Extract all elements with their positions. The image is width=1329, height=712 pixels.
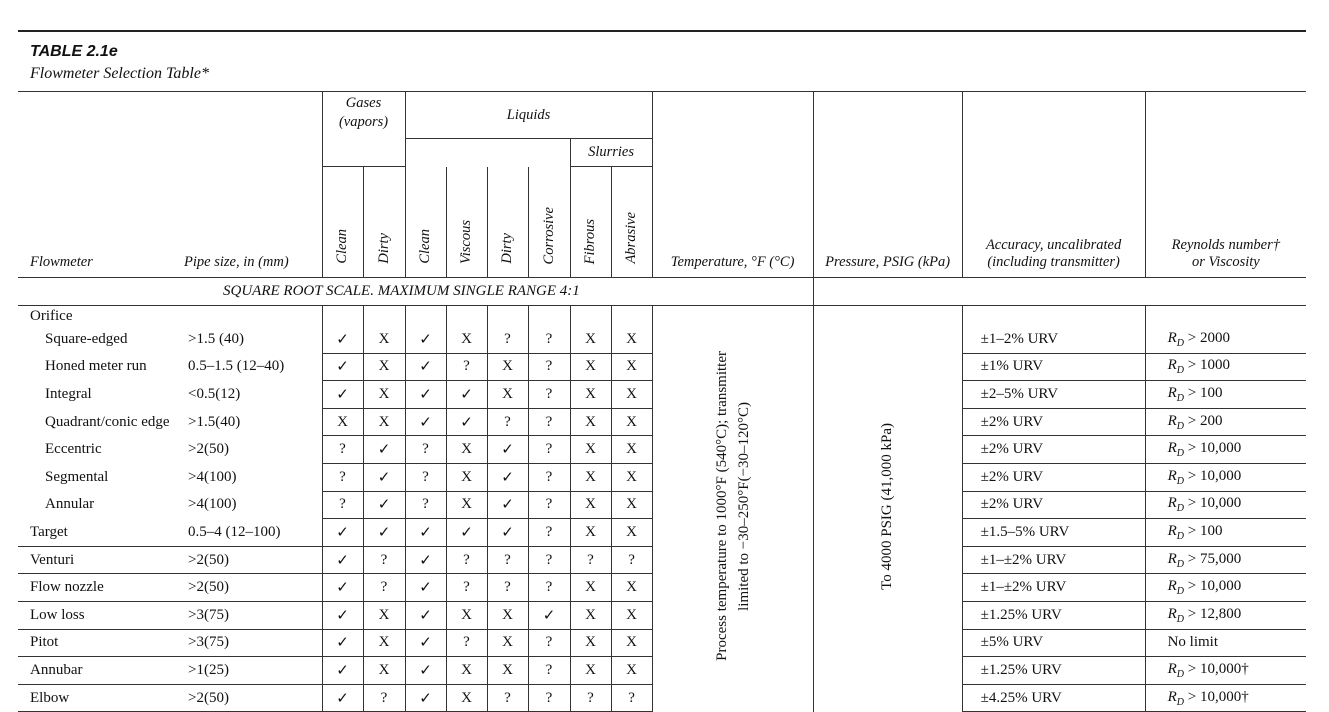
suitability-mark: ✓ xyxy=(322,326,363,353)
flowmeter-name: Honed meter run xyxy=(45,358,147,375)
reynolds-value: $R_D > 10,000$ xyxy=(1145,574,1306,602)
reynolds-value: $R_D$ > 10,000† xyxy=(1145,657,1306,685)
reynolds-value: $R_D > 1000$ xyxy=(1145,353,1306,381)
suitability-mark: X xyxy=(487,657,528,685)
suitability-mark: X xyxy=(446,436,487,464)
accuracy-line2: (including transmitter) xyxy=(987,254,1120,270)
suitability-mark: ✓ xyxy=(528,601,570,629)
suitability-mark: X xyxy=(611,408,652,436)
suitability-mark: X xyxy=(363,381,405,409)
suitability-mark: X xyxy=(363,353,405,381)
col-header-gas-clean: Clean xyxy=(322,167,363,278)
accuracy-line1: Accuracy, uncalibrated xyxy=(985,237,1122,253)
reynolds-value: $R_D > 10,000$ xyxy=(1145,436,1306,464)
suitability-mark: X xyxy=(570,601,611,629)
group-label-orifice: Orifice xyxy=(30,307,73,324)
pipe-size: >3(75) xyxy=(184,629,322,657)
suitability-mark: X xyxy=(611,436,652,464)
suitability-mark: ? xyxy=(528,629,570,657)
suitability-mark: ? xyxy=(570,546,611,574)
suitability-mark: ✓ xyxy=(446,519,487,547)
reynolds-value: $R_D > 75,000$ xyxy=(1145,546,1306,574)
reynolds-value: $R_D > 12,800$ xyxy=(1145,601,1306,629)
suitability-mark: ? xyxy=(446,574,487,602)
temperature-note-line1: Process temperature to 1000°F (540°C); transmitter xyxy=(713,351,730,662)
suitability-mark: ✓ xyxy=(405,574,446,602)
pipe-size: >2(50) xyxy=(184,574,322,602)
accuracy-value: ±1.25% URV xyxy=(962,657,1145,685)
suitability-mark: ? xyxy=(487,408,528,436)
flowmeter-name: Pitot xyxy=(18,629,184,657)
suitability-mark: X xyxy=(446,463,487,491)
col-header-liq-dirty: Dirty xyxy=(487,167,528,278)
suitability-mark: ✓ xyxy=(405,381,446,409)
suitability-mark: ✓ xyxy=(363,491,405,519)
pipe-size: 0.5–4 (12–100) xyxy=(184,519,322,547)
suitability-mark: X xyxy=(611,519,652,547)
suitability-mark: ? xyxy=(611,684,652,712)
accuracy-value: ±1.25% URV xyxy=(962,601,1145,629)
pipe-size: 0.5–1.5 (12–40) xyxy=(188,358,285,375)
suitability-mark: X xyxy=(611,353,652,381)
flowmeter-name: Annubar xyxy=(18,657,184,685)
suitability-mark: ? xyxy=(528,408,570,436)
suitability-mark: ? xyxy=(528,684,570,712)
suitability-mark: X xyxy=(363,326,405,353)
accuracy-value: ±1.5–5% URV xyxy=(962,519,1145,547)
suitability-mark: X xyxy=(611,326,652,353)
suitability-mark: ✓ xyxy=(446,408,487,436)
suitability-mark: ? xyxy=(570,684,611,712)
flowmeter-name: Target xyxy=(18,519,184,547)
suitability-mark: ✓ xyxy=(322,546,363,574)
gases-line2: (vapors) xyxy=(338,114,389,130)
pipe-size: >2(50) xyxy=(188,441,229,458)
pipe-size: >4(100) xyxy=(188,496,237,513)
suitability-mark: ? xyxy=(528,436,570,464)
suitability-mark: X xyxy=(570,574,611,602)
suitability-mark: ✓ xyxy=(322,353,363,381)
reynolds-value: $R_D > 200$ xyxy=(1145,408,1306,436)
suitability-mark: ✓ xyxy=(363,436,405,464)
suitability-mark: ? xyxy=(528,519,570,547)
group-header-gases xyxy=(322,92,405,167)
reynolds-value: $R_D$ > 10,000† xyxy=(1145,684,1306,712)
suitability-mark: X xyxy=(446,491,487,519)
pipe-size: <0.5(12) xyxy=(188,385,241,402)
suitability-mark: ? xyxy=(405,491,446,519)
accuracy-value: ±1% URV xyxy=(962,353,1145,381)
suitability-mark: ? xyxy=(446,353,487,381)
suitability-mark: ✓ xyxy=(487,491,528,519)
suitability-mark: ✓ xyxy=(363,463,405,491)
suitability-mark: X xyxy=(611,574,652,602)
accuracy-value: ±2% URV xyxy=(962,436,1145,464)
suitability-mark: ? xyxy=(528,326,570,353)
group-header-liquids: Liquids xyxy=(405,92,652,139)
suitability-mark: X xyxy=(611,657,652,685)
col-header-sl-fibrous: Fibrous xyxy=(570,167,611,278)
suitability-mark: ? xyxy=(487,546,528,574)
suitability-mark: X xyxy=(487,353,528,381)
pipe-size: >3(75) xyxy=(184,601,322,629)
suitability-mark: ✓ xyxy=(322,684,363,712)
suitability-mark: ? xyxy=(405,463,446,491)
suitability-mark: ? xyxy=(611,546,652,574)
reynolds-value: No limit xyxy=(1145,629,1306,657)
col-header-pipe-size: Pipe size, in (mm) xyxy=(184,92,322,278)
accuracy-value: ±2% URV xyxy=(962,491,1145,519)
suitability-mark: X xyxy=(363,601,405,629)
suitability-mark: X xyxy=(446,326,487,353)
suitability-mark: X xyxy=(570,519,611,547)
suitability-mark: ✓ xyxy=(405,353,446,381)
temperature-note xyxy=(652,306,813,712)
suitability-mark: X xyxy=(611,491,652,519)
suitability-mark: X xyxy=(570,657,611,685)
suitability-mark: ? xyxy=(405,436,446,464)
table-number: TABLE 2.1e xyxy=(30,43,118,60)
reynolds-line1: Reynolds number† xyxy=(1171,237,1280,253)
suitability-mark: ? xyxy=(322,491,363,519)
suitability-mark: ? xyxy=(487,574,528,602)
flowmeter-name: Flow nozzle xyxy=(18,574,184,602)
pipe-size: >1.5(40) xyxy=(188,413,241,430)
suitability-mark: X xyxy=(322,408,363,436)
suitability-mark: X xyxy=(570,381,611,409)
suitability-mark: ✓ xyxy=(322,601,363,629)
suitability-mark: ✓ xyxy=(405,684,446,712)
flowmeter-name: Elbow xyxy=(18,684,184,712)
suitability-mark: X xyxy=(570,326,611,353)
suitability-mark: X xyxy=(611,601,652,629)
suitability-mark: X xyxy=(611,629,652,657)
flowmeter-selection-table xyxy=(18,92,1306,712)
suitability-mark: ? xyxy=(446,546,487,574)
reynolds-value: $R_D > 10,000$ xyxy=(1145,491,1306,519)
suitability-mark: X xyxy=(570,491,611,519)
suitability-mark: ✓ xyxy=(405,546,446,574)
reynolds-line2: or Viscosity xyxy=(1191,254,1260,270)
suitability-mark: ? xyxy=(528,657,570,685)
col-header-liq-viscous: Viscous xyxy=(446,167,487,278)
suitability-mark: X xyxy=(363,629,405,657)
accuracy-value: ±2–5% URV xyxy=(962,381,1145,409)
suitability-mark: ? xyxy=(446,629,487,657)
suitability-mark: ✓ xyxy=(405,629,446,657)
reynolds-value: $R_D > 100$ xyxy=(1145,381,1306,409)
suitability-mark: X xyxy=(487,381,528,409)
suitability-mark: X xyxy=(363,408,405,436)
suitability-mark: ✓ xyxy=(405,408,446,436)
col-header-reynolds xyxy=(1145,92,1306,278)
pipe-size: >1(25) xyxy=(184,657,322,685)
suitability-mark: ? xyxy=(322,463,363,491)
col-header-temperature: Temperature, °F (°C) xyxy=(652,92,813,278)
suitability-mark: ? xyxy=(363,546,405,574)
suitability-mark: X xyxy=(570,463,611,491)
suitability-mark: ? xyxy=(528,574,570,602)
suitability-mark: ✓ xyxy=(405,601,446,629)
suitability-mark: ✓ xyxy=(322,657,363,685)
flowmeter-name: Integral xyxy=(45,385,92,402)
suitability-mark: ? xyxy=(363,574,405,602)
scale-note: SQUARE ROOT SCALE. MAXIMUM SINGLE RANGE 4:1 xyxy=(18,278,652,306)
flowmeter-name: Annular xyxy=(45,496,95,513)
gases-line1: Gases xyxy=(345,95,382,111)
flowmeter-name: Low loss xyxy=(18,601,184,629)
suitability-mark: ? xyxy=(528,353,570,381)
suitability-mark: X xyxy=(487,601,528,629)
flowmeter-name: Segmental xyxy=(45,468,109,485)
suitability-mark: ✓ xyxy=(322,381,363,409)
flowmeter-name: Square-edged xyxy=(45,331,128,348)
suitability-mark: X xyxy=(446,657,487,685)
reynolds-value: $R_D > 100$ xyxy=(1145,519,1306,547)
suitability-mark: X xyxy=(611,463,652,491)
col-header-accuracy xyxy=(962,92,1145,278)
suitability-mark: ✓ xyxy=(446,381,487,409)
accuracy-value: ±1–2% URV xyxy=(962,326,1145,353)
flowmeter-name: Venturi xyxy=(18,546,184,574)
col-header-liq-corrosive: Corrosive xyxy=(528,167,570,278)
suitability-mark: ✓ xyxy=(487,519,528,547)
suitability-mark: ? xyxy=(487,326,528,353)
pipe-size: >2(50) xyxy=(184,684,322,712)
scale-note-spacer-right xyxy=(813,278,1306,306)
pipe-size: >2(50) xyxy=(184,546,322,574)
suitability-mark: ✓ xyxy=(405,519,446,547)
reynolds-value: $R_D > 2000$ xyxy=(1145,326,1306,353)
suitability-mark: ? xyxy=(528,546,570,574)
accuracy-value: ±4.25% URV xyxy=(962,684,1145,712)
suitability-mark: X xyxy=(363,657,405,685)
suitability-mark: X xyxy=(446,684,487,712)
temperature-note-line2: limited to −30–250°F(−30–120°C) xyxy=(735,401,752,611)
pipe-size: >1.5 (40) xyxy=(188,331,244,348)
suitability-mark: X xyxy=(570,408,611,436)
suitability-mark: X xyxy=(570,353,611,381)
suitability-mark: ✓ xyxy=(363,519,405,547)
top-rule xyxy=(18,30,1306,32)
accuracy-value: ±2% URV xyxy=(962,408,1145,436)
suitability-mark: X xyxy=(446,601,487,629)
liquids-spacer xyxy=(405,139,570,167)
suitability-mark: ✓ xyxy=(322,574,363,602)
suitability-mark: ✓ xyxy=(322,519,363,547)
suitability-mark: ? xyxy=(322,436,363,464)
group-header-slurries: Slurries xyxy=(570,139,652,167)
scale-note-spacer xyxy=(652,278,813,306)
suitability-mark: X xyxy=(611,381,652,409)
pressure-note: To 4000 PSIG (41,000 kPa) xyxy=(813,306,962,712)
accuracy-value: ±1–±2% URV xyxy=(962,546,1145,574)
accuracy-value: ±2% URV xyxy=(962,463,1145,491)
accuracy-value: ±1–±2% URV xyxy=(962,574,1145,602)
suitability-mark: ✓ xyxy=(487,463,528,491)
reynolds-value: $R_D > 10,000$ xyxy=(1145,463,1306,491)
flowmeter-name: Eccentric xyxy=(45,441,102,458)
col-header-pressure: Pressure, PSIG (kPa) xyxy=(813,92,962,278)
col-header-liq-clean: Clean xyxy=(405,167,446,278)
suitability-mark: ✓ xyxy=(322,629,363,657)
table-caption: Flowmeter Selection Table* xyxy=(30,65,209,82)
suitability-mark: ? xyxy=(487,684,528,712)
flowmeter-name: Quadrant/conic edge xyxy=(45,413,170,430)
suitability-mark: X xyxy=(570,436,611,464)
suitability-mark: ✓ xyxy=(487,436,528,464)
col-header-flowmeter: Flowmeter xyxy=(18,92,184,278)
pipe-size: >4(100) xyxy=(188,468,237,485)
suitability-mark: ? xyxy=(528,491,570,519)
suitability-mark: X xyxy=(487,629,528,657)
suitability-mark: ✓ xyxy=(405,657,446,685)
suitability-mark: ? xyxy=(528,463,570,491)
accuracy-value: ±5% URV xyxy=(962,629,1145,657)
col-header-gas-dirty: Dirty xyxy=(363,167,405,278)
suitability-mark: ✓ xyxy=(405,326,446,353)
suitability-mark: X xyxy=(570,629,611,657)
col-header-sl-abrasive: Abrasive xyxy=(611,167,652,278)
suitability-mark: ? xyxy=(363,684,405,712)
suitability-mark: ? xyxy=(528,381,570,409)
